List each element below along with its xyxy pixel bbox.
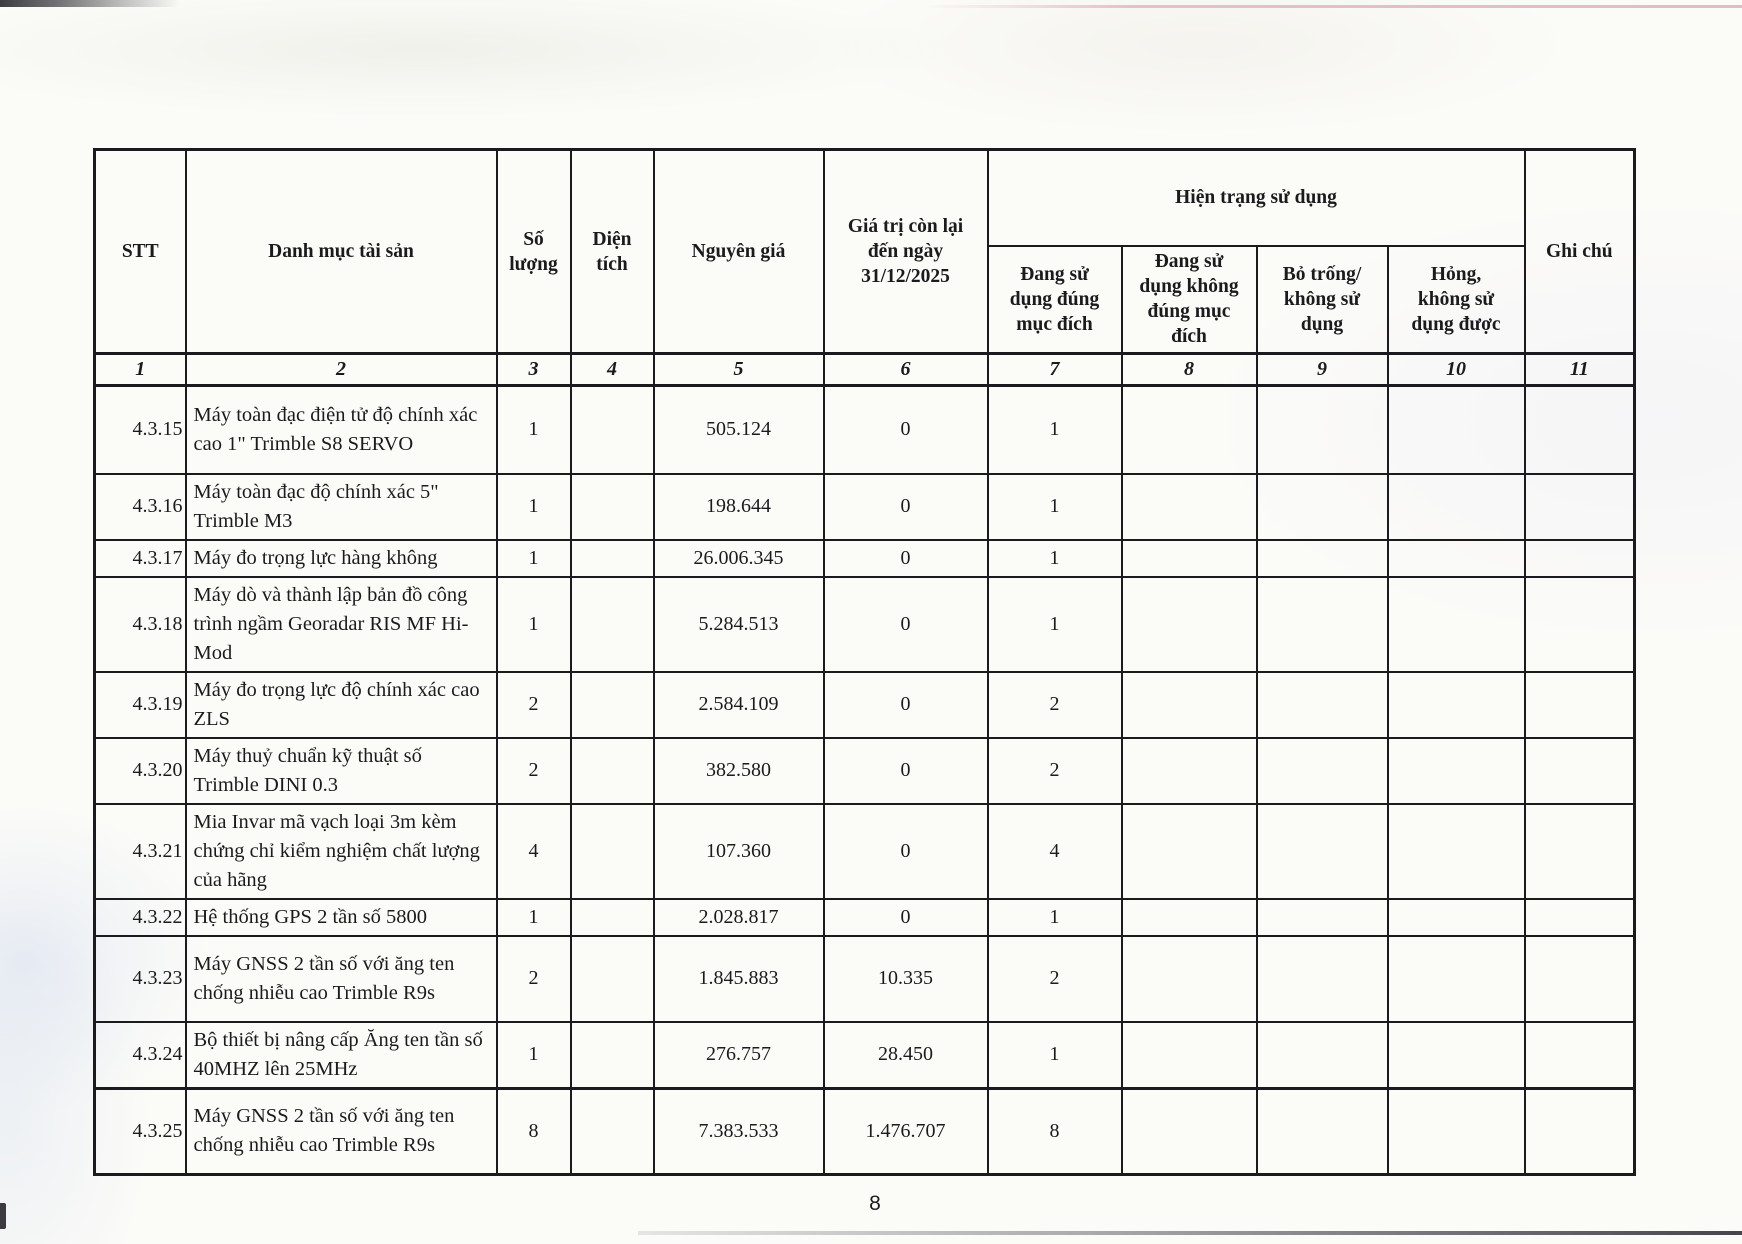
cell-quantity: 1 <box>497 577 571 672</box>
cell-original-cost: 1.845.883 <box>654 936 824 1022</box>
cell-asset: Máy GNSS 2 tần số với ăng ten chống nhiễu cao Trimble R9s <box>186 936 497 1022</box>
cell-usage-wrong <box>1122 936 1257 1022</box>
cell-original-cost: 5.284.513 <box>654 577 824 672</box>
cell-asset: Máy GNSS 2 tần số với ăng ten chống nhiễu cao Trimble R9s <box>186 1088 497 1174</box>
cell-stt: 4.3.18 <box>95 577 186 672</box>
cell-usage-wrong <box>1122 804 1257 899</box>
cell-remaining-value: 1.476.707 <box>824 1088 988 1174</box>
cell-usage-wrong <box>1122 899 1257 936</box>
cell-stt: 4.3.22 <box>95 899 186 936</box>
cell-broken <box>1388 1022 1525 1089</box>
cell-usage-right: 1 <box>988 577 1122 672</box>
cell-remaining-value: 0 <box>824 738 988 804</box>
column-number: 5 <box>654 354 824 386</box>
cell-vacant <box>1257 540 1388 577</box>
cell-broken <box>1388 386 1525 474</box>
cell-original-cost: 26.006.345 <box>654 540 824 577</box>
cell-asset: Bộ thiết bị nâng cấp Ăng ten tần số 40MHZ lên 25MHz <box>186 1022 497 1089</box>
cell-quantity: 1 <box>497 540 571 577</box>
cell-note <box>1525 386 1635 474</box>
column-number: 1 <box>95 354 186 386</box>
cell-vacant <box>1257 936 1388 1022</box>
cell-area <box>571 474 654 540</box>
cell-usage-wrong <box>1122 386 1257 474</box>
cell-vacant <box>1257 804 1388 899</box>
table-row <box>95 1088 1635 1174</box>
cell-stt: 4.3.24 <box>95 1022 186 1089</box>
cell-vacant <box>1257 386 1388 474</box>
cell-asset: Máy đo trọng lực độ chính xác cao ZLS <box>186 672 497 738</box>
cell-area <box>571 386 654 474</box>
column-number: 3 <box>497 354 571 386</box>
cell-broken <box>1388 540 1525 577</box>
cell-stt: 4.3.15 <box>95 386 186 474</box>
cell-vacant <box>1257 899 1388 936</box>
cell-note <box>1525 1022 1635 1089</box>
cell-broken <box>1388 738 1525 804</box>
cell-original-cost: 2.584.109 <box>654 672 824 738</box>
cell-vacant <box>1257 474 1388 540</box>
cell-quantity: 1 <box>497 386 571 474</box>
cell-quantity: 1 <box>497 899 571 936</box>
header-original-cost: Nguyên giá <box>654 150 824 354</box>
cell-stt: 4.3.16 <box>95 474 186 540</box>
column-number: 7 <box>988 354 1122 386</box>
header-usage-wrong: Đang sử dụng không đúng mục đích <box>1122 246 1257 354</box>
cell-usage-right: 2 <box>988 936 1122 1022</box>
cell-area <box>571 899 654 936</box>
cell-usage-wrong <box>1122 474 1257 540</box>
cell-original-cost: 7.383.533 <box>654 1088 824 1174</box>
cell-note <box>1525 1088 1635 1174</box>
cell-area <box>571 540 654 577</box>
cell-usage-right: 1 <box>988 1022 1122 1089</box>
cell-usage-wrong <box>1122 1088 1257 1174</box>
cell-original-cost: 382.580 <box>654 738 824 804</box>
cell-note <box>1525 540 1635 577</box>
cell-remaining-value: 0 <box>824 804 988 899</box>
cell-broken <box>1388 899 1525 936</box>
cell-note <box>1525 577 1635 672</box>
column-number: 10 <box>1388 354 1525 386</box>
header-note: Ghi chú <box>1525 150 1635 354</box>
cell-area <box>571 1088 654 1174</box>
header-usage-right: Đang sử dụng đúng mục đích <box>988 246 1122 354</box>
table-row <box>95 386 1635 474</box>
cell-stt: 4.3.17 <box>95 540 186 577</box>
cell-original-cost: 276.757 <box>654 1022 824 1089</box>
cell-asset: Mia Invar mã vạch loại 3m kèm chứng chỉ kiểm nghiệm chất lượng của hãng <box>186 804 497 899</box>
cell-usage-right: 2 <box>988 738 1122 804</box>
scan-artifact-top-left-strip <box>0 0 180 7</box>
cell-note <box>1525 899 1635 936</box>
table-row <box>95 672 1635 738</box>
cell-quantity: 1 <box>497 1022 571 1089</box>
header-stt: STT <box>95 150 186 354</box>
header-broken: Hỏng, không sử dụng được <box>1388 246 1525 354</box>
cell-usage-wrong <box>1122 1022 1257 1089</box>
cell-usage-right: 4 <box>988 804 1122 899</box>
cell-asset: Máy dò và thành lập bản đồ công trình ngầm Georadar RIS MF Hi-Mod <box>186 577 497 672</box>
cell-usage-wrong <box>1122 738 1257 804</box>
cell-original-cost: 198.644 <box>654 474 824 540</box>
cell-note <box>1525 672 1635 738</box>
header-asset: Danh mục tài sản <box>186 150 497 354</box>
cell-remaining-value: 10.335 <box>824 936 988 1022</box>
table-row <box>95 936 1635 1022</box>
cell-asset: Máy đo trọng lực hàng không <box>186 540 497 577</box>
cell-remaining-value: 0 <box>824 540 988 577</box>
column-number: 9 <box>1257 354 1388 386</box>
cell-original-cost: 505.124 <box>654 386 824 474</box>
cell-usage-right: 1 <box>988 540 1122 577</box>
cell-asset: Hệ thống GPS 2 tần số 5800 <box>186 899 497 936</box>
column-number: 6 <box>824 354 988 386</box>
table-row <box>95 899 1635 936</box>
cell-usage-wrong <box>1122 540 1257 577</box>
cell-asset: Máy toàn đạc độ chính xác 5" Trimble M3 <box>186 474 497 540</box>
table-row <box>95 804 1635 899</box>
cell-area <box>571 577 654 672</box>
cell-note <box>1525 936 1635 1022</box>
cell-quantity: 1 <box>497 474 571 540</box>
cell-usage-right: 2 <box>988 672 1122 738</box>
column-number-row <box>95 354 1635 386</box>
cell-broken <box>1388 1088 1525 1174</box>
cell-remaining-value: 0 <box>824 899 988 936</box>
table-row <box>95 738 1635 804</box>
cell-note <box>1525 804 1635 899</box>
cell-area <box>571 738 654 804</box>
cell-quantity: 2 <box>497 936 571 1022</box>
cell-quantity: 8 <box>497 1088 571 1174</box>
cell-broken <box>1388 474 1525 540</box>
cell-vacant <box>1257 577 1388 672</box>
cell-area <box>571 804 654 899</box>
header-remaining-value: Giá trị còn lại đến ngày 31/12/2025 <box>824 150 988 354</box>
header-usage-status-group: Hiện trạng sử dụng <box>988 150 1525 246</box>
cell-area <box>571 936 654 1022</box>
cell-stt: 4.3.25 <box>95 1088 186 1174</box>
cell-quantity: 2 <box>497 672 571 738</box>
cell-note <box>1525 738 1635 804</box>
cell-area <box>571 1022 654 1089</box>
cell-asset: Máy toàn đạc điện tử độ chính xác cao 1" Trimble S8 SERVO <box>186 386 497 474</box>
cell-broken <box>1388 672 1525 738</box>
cell-asset: Máy thuỷ chuẩn kỹ thuật số Trimble DINI 0.3 <box>186 738 497 804</box>
cell-usage-right: 1 <box>988 474 1122 540</box>
cell-remaining-value: 28.450 <box>824 1022 988 1089</box>
table-row <box>95 474 1635 540</box>
cell-usage-right: 8 <box>988 1088 1122 1174</box>
cell-stt: 4.3.19 <box>95 672 186 738</box>
asset-inventory-table <box>93 148 1636 1176</box>
cell-vacant <box>1257 738 1388 804</box>
cell-vacant <box>1257 1088 1388 1174</box>
column-number: 11 <box>1525 354 1635 386</box>
cell-remaining-value: 0 <box>824 386 988 474</box>
cell-vacant <box>1257 672 1388 738</box>
cell-original-cost: 2.028.817 <box>654 899 824 936</box>
cell-remaining-value: 0 <box>824 577 988 672</box>
table-row <box>95 577 1635 672</box>
cell-usage-right: 1 <box>988 386 1122 474</box>
column-number: 4 <box>571 354 654 386</box>
header-quantity: Số lượng <box>497 150 571 354</box>
table-row <box>95 540 1635 577</box>
cell-area <box>571 672 654 738</box>
header-vacant: Bỏ trống/ không sử dụng <box>1257 246 1388 354</box>
cell-quantity: 2 <box>497 738 571 804</box>
column-number: 2 <box>186 354 497 386</box>
table-row <box>95 1022 1635 1089</box>
cell-usage-right: 1 <box>988 899 1122 936</box>
cell-broken <box>1388 577 1525 672</box>
header-area: Diện tích <box>571 150 654 354</box>
scan-artifact-top-pink-line <box>925 5 1742 8</box>
cell-original-cost: 107.360 <box>654 804 824 899</box>
cell-stt: 4.3.20 <box>95 738 186 804</box>
cell-quantity: 4 <box>497 804 571 899</box>
cell-usage-wrong <box>1122 672 1257 738</box>
cell-vacant <box>1257 1022 1388 1089</box>
cell-remaining-value: 0 <box>824 672 988 738</box>
page-number: 8 <box>869 1192 881 1215</box>
cell-broken <box>1388 936 1525 1022</box>
cell-stt: 4.3.23 <box>95 936 186 1022</box>
cell-stt: 4.3.21 <box>95 804 186 899</box>
cell-broken <box>1388 804 1525 899</box>
scan-artifact-left-edge-mark <box>0 1203 6 1229</box>
header-row-main <box>95 150 1635 246</box>
column-number: 8 <box>1122 354 1257 386</box>
cell-remaining-value: 0 <box>824 474 988 540</box>
scan-artifact-bottom-line <box>638 1231 1742 1235</box>
cell-note <box>1525 474 1635 540</box>
cell-usage-wrong <box>1122 577 1257 672</box>
